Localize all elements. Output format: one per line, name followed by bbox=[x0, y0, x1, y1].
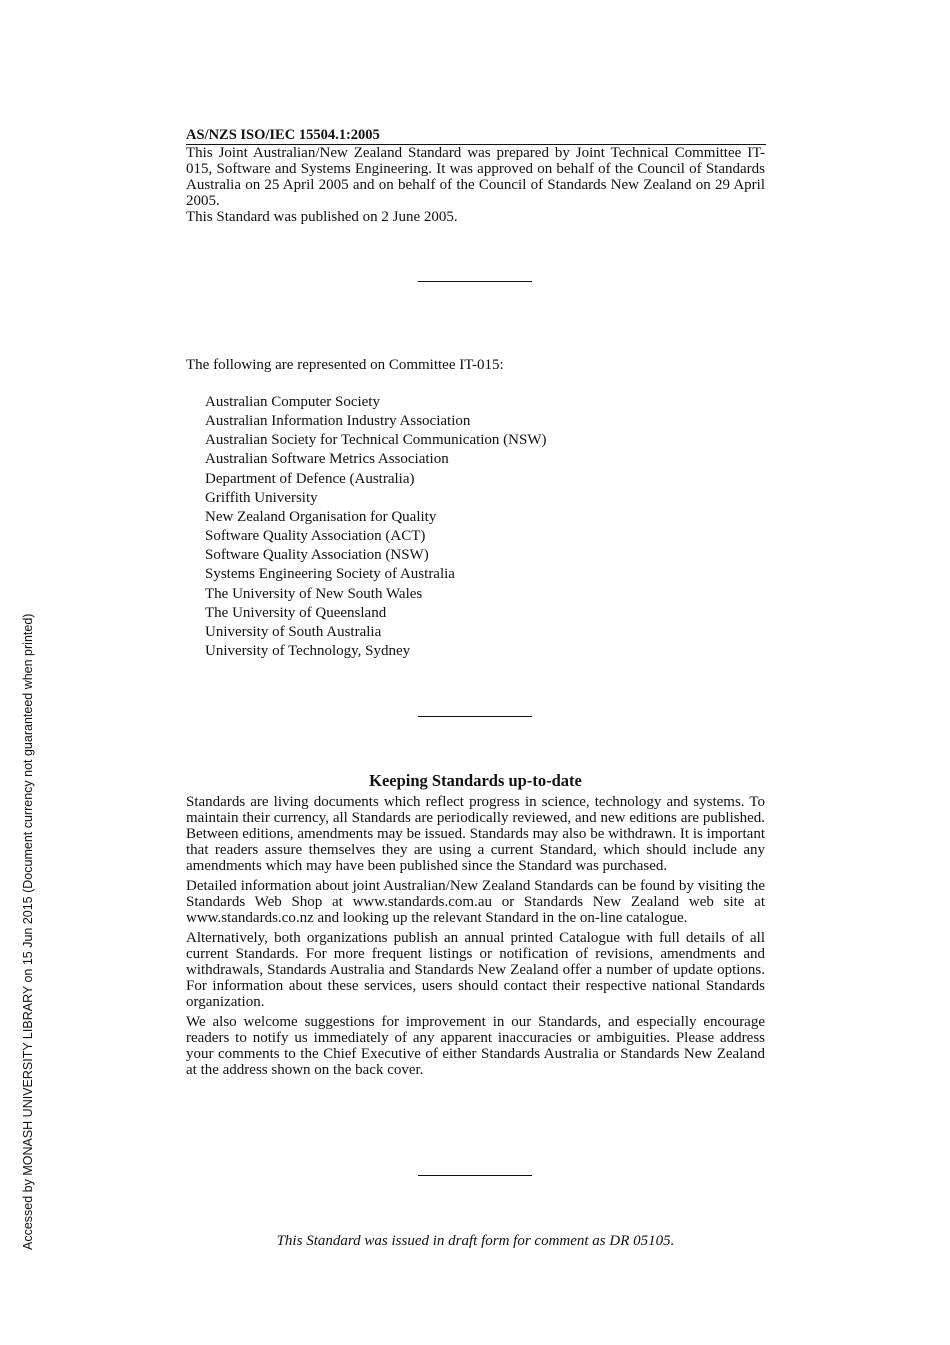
document-identifier: AS/NZS ISO/IEC 15504.1:2005 bbox=[186, 127, 380, 143]
paragraph: Alternatively, both organizations publish an annual printed Catalogue with full details of all current Standards. For more frequent listings or notification of revisions, amendments and withdrawals, Standards Australia and Standards New Zealand offer a number of update options. For information about these services, users should contact their respective national Standards organization. bbox=[186, 930, 765, 1010]
section-divider bbox=[418, 716, 532, 717]
list-item: New Zealand Organisation for Quality bbox=[205, 508, 437, 525]
committee-intro: The following are represented on Committee IT-015: bbox=[186, 357, 504, 373]
paragraph: Standards are living documents which reflect progress in science, technology and systems. To maintain their currency, all Standards are periodically reviewed, and new editions are published. Between editions, amendments may be issued. Standards may also be withdrawn. It is important that readers assure themselves they are using a current Standard, which should include any amendments which may have been published since the Standard was purchased. bbox=[186, 794, 765, 874]
access-watermark: Accessed by MONASH UNIVERSITY LIBRARY on 15 Jun 2015 (Document currency not guaranteed when printed) bbox=[21, 613, 35, 1250]
list-item: The University of New South Wales bbox=[205, 585, 423, 602]
list-item: Software Quality Association (NSW) bbox=[205, 547, 429, 564]
list-item: Australian Society for Technical Communication (NSW) bbox=[205, 432, 547, 449]
draft-note: This Standard was issued in draft form for comment as DR 05105. bbox=[276, 1233, 675, 1249]
preparation-notice bbox=[186, 145, 765, 225]
list-item: Australian Software Metrics Association bbox=[205, 451, 449, 468]
list-item: Department of Defence (Australia) bbox=[205, 470, 415, 487]
list-item: Systems Engineering Society of Australia bbox=[205, 566, 455, 583]
list-item: Software Quality Association (ACT) bbox=[205, 528, 426, 545]
list-item: The University of Queensland bbox=[205, 604, 387, 621]
section-divider bbox=[418, 281, 532, 282]
publication-date-text: This Standard was published on 2 June 2005. bbox=[186, 209, 458, 225]
paragraph: Detailed information about joint Australian/New Zealand Standards can be found by visiting the Standards Web Shop at www.standards.com.au or Standards New Zealand web site at www.standards.co.nz and looking up the relevant Standard in the on-line catalogue. bbox=[186, 878, 765, 926]
up-to-date-body bbox=[186, 794, 765, 1082]
list-item: University of Technology, Sydney bbox=[205, 643, 411, 660]
preparation-text: This Joint Australian/New Zealand Standard was prepared by Joint Technical Committee IT-015, Software and Systems Engineering. It was approved on behalf of the Council of Standards Australia on 25 April 2005 and on behalf of the Council of Standards New Zealand on 29 April 2005. bbox=[186, 145, 765, 209]
section-heading: Keeping Standards up-to-date bbox=[369, 771, 582, 790]
list-item: University of South Australia bbox=[205, 623, 382, 640]
list-item: Australian Computer Society bbox=[205, 394, 380, 410]
committee-member-list bbox=[205, 393, 547, 661]
list-item: Australian Information Industry Association bbox=[205, 413, 471, 430]
section-divider bbox=[418, 1175, 532, 1176]
list-item: Griffith University bbox=[205, 489, 318, 506]
paragraph: We also welcome suggestions for improvement in our Standards, and especially encourage readers to notify us immediately of any apparent inaccuracies or ambiguities. Please address your comments to the Chief Executive of either Standards Australia or Standards New Zealand at the address shown on the back cover. bbox=[186, 1014, 765, 1078]
